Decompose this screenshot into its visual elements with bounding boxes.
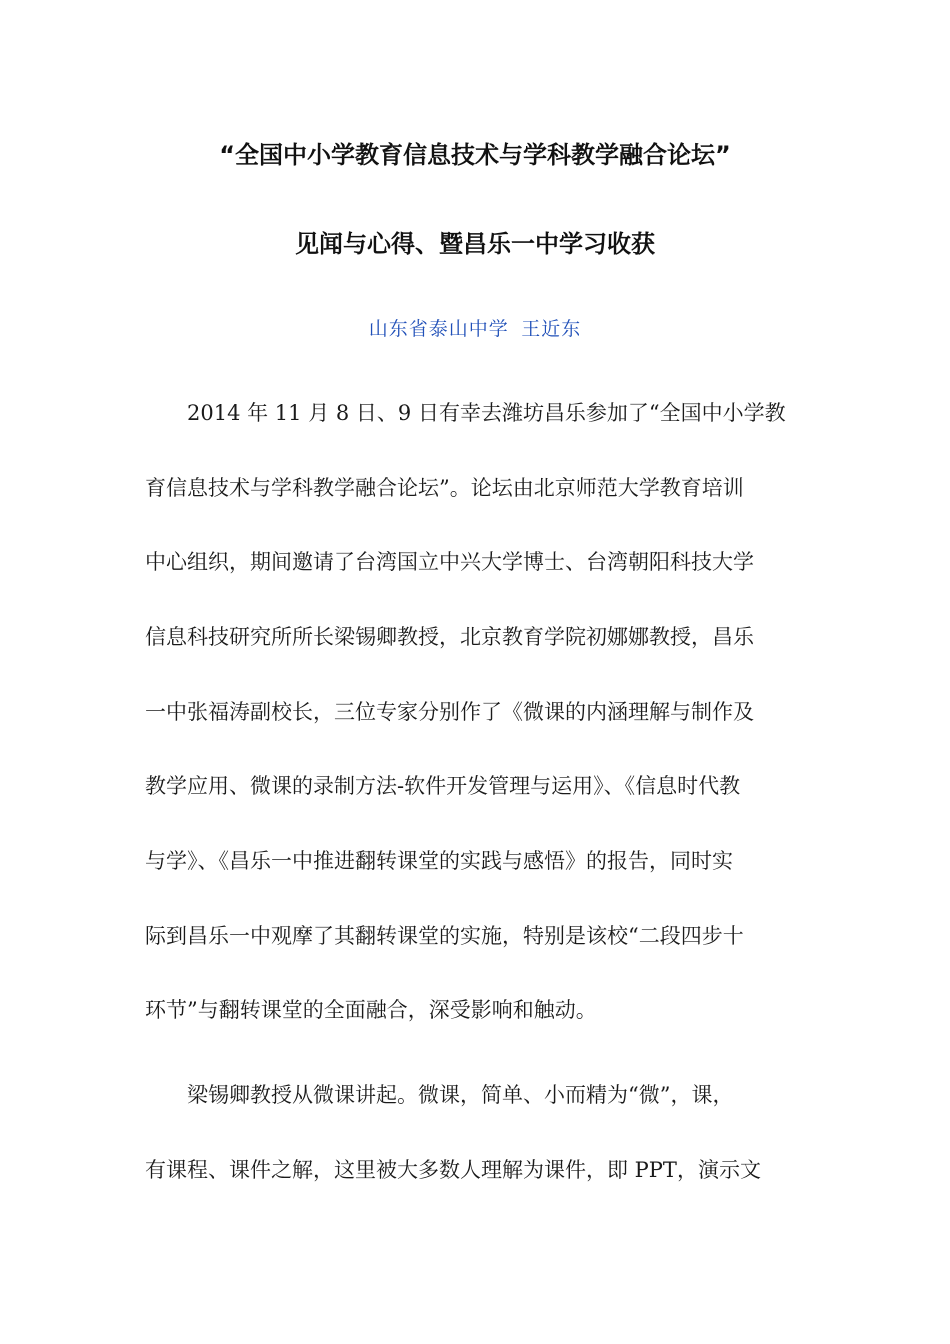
paragraph-line: 2014 年 11 月 8 日、9 日有幸去潍坊昌乐参加了“全国中小学教 bbox=[187, 401, 786, 425]
paragraph-line: 教学应用、微课的录制方法-软件开发管理与运用》、《信息时代教 bbox=[145, 774, 741, 798]
paragraph-line: 际到昌乐一中观摩了其翻转课堂的实施，特别是该校“二段四步十 bbox=[145, 924, 744, 948]
document-title-line-1: “全国中小学教育信息技术与学科教学融合论坛” bbox=[219, 141, 731, 169]
paragraph-line: 中心组织，期间邀请了台湾国立中兴大学博士、台湾朝阳科技大学 bbox=[145, 550, 754, 574]
author-byline: 山东省泰山中学 王近东 bbox=[368, 318, 582, 340]
paragraph-line: 信息科技研究所所长梁锡卿教授，北京教育学院初娜娜教授，昌乐 bbox=[145, 625, 754, 649]
paragraph-line: 梁锡卿教授从微课讲起。微课，简单、小而精为“微”，课， bbox=[187, 1083, 734, 1107]
document-title-line-2: 见闻与心得、暨昌乐一中学习收获 bbox=[295, 230, 655, 258]
paragraph-line: 一中张福涛副校长，三位专家分别作了《微课的内涵理解与制作及 bbox=[145, 700, 754, 724]
paragraph-line: 育信息技术与学科教学融合论坛”。论坛由北京师范大学教育培训 bbox=[145, 476, 744, 500]
paragraph-line: 环节”与翻转课堂的全面融合，深受影响和触动。 bbox=[145, 998, 597, 1022]
paragraph-line: 有课程、课件之解，这里被大多数人理解为课件，即 PPT，演示文 bbox=[145, 1158, 761, 1182]
paragraph-line: 与学》、《昌乐一中推进翻转课堂的实践与感悟》的报告，同时实 bbox=[145, 849, 733, 873]
